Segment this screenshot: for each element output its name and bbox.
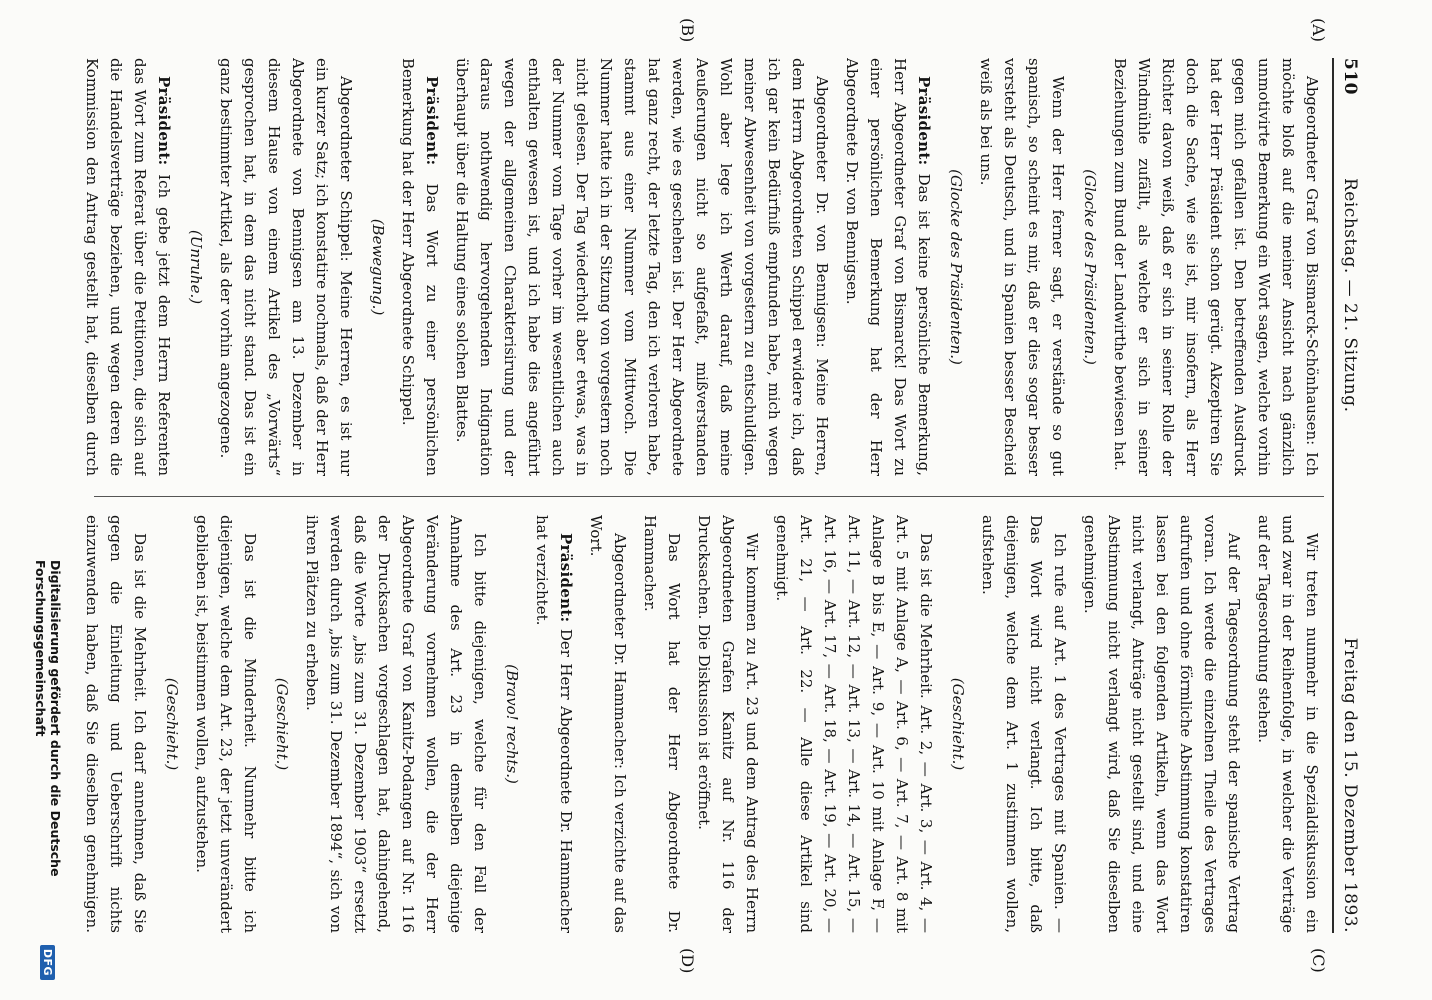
paragraph-text: Abgeordneter Graf von Bismarck-Schönhausen: Ich möchte bloß auf die meiner Ansicht nach gänzlich unmotivirte Bemerkung ein Wort sagen, welche vorhin gegen mich gefallen ist. Den betreffenden Ausdruck hat der Herr Präsident schon gerügt. Akzeptiren Sie doch die Sache, wie sie ist, mir insofern, als Herr Richter davon weiß, daß er sich in seiner Rolle der Windmühle zufällt, als welche er sich in seiner Beziehungen zum Bund der Landwirthe bewiesen hat. (1111, 58, 1321, 476)
stage-direction: (Geschieht.) (163, 677, 181, 771)
paragraph (300, 515, 492, 933)
stage-direction: (Geschieht.) (273, 677, 291, 771)
digitization-note: Digitalisierung gefördert durch die Deutsche Forschungsgemeinschaft (33, 560, 63, 877)
paragraph-text: Wenn der Herr ferner sagt, er verstände so gut spanisch, so scheint es mir, daß er dies sogar besser versteht als Deutsch, und in Spanien besser Bescheid weiß als bei uns. (977, 58, 1067, 476)
paragraph-text: Das Wort hat der Herr Abgeordnete Dr. Hammacher. (641, 515, 683, 933)
paragraph-text: Das ist die Mehrheit. Art. 2, — Art. 3, — Art. 4, — Art. 5 mit Anlage A, — Art. 6, — Art. 7, — Art. 8 mit Anlage B bis E, — Art. 9, — Art. 10 mit Anlage F, — Art. 11, — Art. 12, — Art. 13, — Art. 14, — Art. 15, — Art. 16, — Art. 17, — Art. 18, — Art. 19, — Art. 20, — Art. 21, — Art. 22. — Alle diese Artikel sind genehmigt. (773, 515, 935, 933)
paragraph-text: Wir kommen zu Art. 23 und dem Antrag des Herrn Abgeordneten Grafen Kanitz auf Nr. 116 der Drucksachen. Die Diskussion ist eröffnet. (695, 515, 761, 933)
running-head (1332, 58, 1368, 933)
paragraph-text: Abgeordneter Dr. von Bennigsen: Meine Herren, dem Herrn Abgeordneten Schippel erwidere ich, daß ich gar kein Bedürfniß empfunden habe, mich wegen meiner Abwesenheit von vorgestern zu entschuldigen. Wohl aber lege ich Werth darauf, daß meine Aeußerungen nicht so aufgefaßt, mißverstanden werden, wie es geschehen ist. Der Herr Abgeordnete hat ganz recht, der letzte Tag, den ich verloren habe, stammt aus einer Nummer vom Mittwoch. Die Nummer hatte ich in der Sitzung von vorgestern noch nicht gelesen. Der Tag wiederholt aber etwas, was in der Nummer vom Tage vorher im wesentlichen auch enthalten gewesen ist, und ich habe dies angeführt wegen der allgemeinen Charakterisirung und der daraus nothwendig hervorgehenden Indignation überhaupt über die Haltung eines solchen Blattes. (453, 58, 831, 476)
margin-marker-a: (A) (1309, 18, 1328, 43)
paragraph-text: Ich bitte diejenigen, welche für den Fall der Annahme des Art. 23 in demselben diejenige Veränderung vornehmen wollen, die der Herr Abgeordnete Graf von Kanitz-Podangen auf Nr. 116 der Drucksachen vorgeschlagen hat, dahingehend, daß die Worte „bis zum 31. Dezember 1903“ ersetzt werden durch „bis zum 31. Dezember 1894“, sich von ihren Plätzen zu erheben. (303, 515, 489, 933)
paragraph (450, 58, 834, 476)
margin-marker-c: (C) (1309, 948, 1328, 973)
paragraph-text: Der Herr Abgeordnete Dr. Hammacher hat verzichtet. (533, 515, 575, 933)
page-number: 510 (1340, 58, 1360, 95)
stage-direction: (Bewegung.) (369, 218, 387, 316)
margin-marker-b: (B) (678, 18, 697, 43)
right-column (76, 515, 1324, 933)
column-divider (94, 496, 1324, 497)
paragraph (1108, 58, 1324, 476)
stage-direction: (Geschieht.) (949, 677, 967, 771)
speaker-label: Präsident: (423, 76, 441, 166)
stage-direction: (Bravo! rechts.) (503, 664, 521, 784)
paragraph-text: Ich gebe jetzt dem Herrn Referenten das Wort zum Referat über die Petitionen, die sich auf die Handelsverträge beziehen, und wegen deren die Kommission den Antrag gestellt hat, dieselben durch (83, 58, 173, 476)
stage-direction: (Glocke des Präsidenten.) (1081, 169, 1099, 365)
paragraph (1078, 515, 1246, 933)
paragraph-text: Das ist die Minderheit. Nunmehr bitte ich diejenigen, welche dem Art. 23, der jetzt unverändert geblieben ist, beistimmen wollen, aufzustehen. (193, 515, 259, 933)
paragraph-text: Ich rufe auf Art. 1 des Vertrages mit Spanien. — Das Wort wird nicht verlangt. Ich bitte, daß diejenigen, welche dem Art. 1 zustimmen wollen, aufstehen. (979, 515, 1069, 933)
paragraph (214, 58, 358, 476)
paragraph (976, 515, 1072, 933)
paragraph (638, 515, 686, 933)
digitization-footer (33, 560, 63, 980)
session-date: Freitag den 15. Dezember 1893. (1340, 637, 1360, 933)
speaker-label: Präsident: (915, 76, 933, 166)
stage-direction: (Glocke des Präsidenten.) (947, 169, 965, 365)
margin-marker-d: (D) (678, 948, 697, 974)
paragraph-text: Wir treten nunmehr in die Spezialdiskussion ein und zwar in der Reihenfolge, in welcher die Verträge auf der Tagesordnung stehen. (1255, 515, 1321, 933)
paragraph-text: Das ist keine persönliche Bemerkung, Herr Abgeordneter Graf von Bismarck! Das Wort zu einer persönlichen Bemerkung hat der Herr Abgeordnete Dr. von Bennigsen. (843, 58, 933, 476)
paragraph (76, 515, 152, 933)
paragraph (396, 58, 444, 476)
paragraph (530, 515, 578, 933)
paragraph (840, 58, 936, 476)
paragraph (76, 58, 176, 476)
speaker-label: Präsident: (557, 533, 575, 623)
paragraph (584, 515, 632, 933)
paragraph (692, 515, 764, 933)
paragraph-text: Abgeordneter Schippel: Meine Herren, es ist nur ein kurzer Satz; ich konstatire nochmals, daß der Herr Abgeordnete von Bennigsen am 13. Dezember in diesem Hause von einem Artikel des „Vorwärts“ gesprochen hat, in dem das nicht stand. Das ist ein ganz bestimmter Artikel, als der vorhin angezogene. (217, 58, 355, 476)
paragraph (770, 515, 938, 933)
stage-direction: (Unruhe.) (187, 229, 205, 305)
session-title: Reichstag. — 21. Sitzung. (1340, 178, 1360, 413)
dfg-logo: DFG (41, 945, 56, 980)
paragraph-text: Abgeordneter Dr. Hammacher: Ich verzichte auf das Wort. (587, 515, 629, 933)
left-column (76, 58, 1324, 476)
paragraph (974, 58, 1070, 476)
paragraph (190, 515, 262, 933)
speaker-label: Präsident: (155, 76, 173, 166)
paragraph-text: Das Wort zu einer persönlichen Bemerkung hat der Herr Abgeordnete Schippel. (399, 58, 441, 476)
paragraph-text: Das ist die Mehrheit. Ich darf annehmen, daß Sie gegen die Einleitung und Ueberschrift nichts einzuwenden haben, daß Sie dieselben genehmigen. (83, 515, 149, 933)
paragraph-text: Auf der Tagesordnung steht der spanische Vertrag voran. Ich werde die einzelnen Theile des Vertrages aufrufen und ohne förmliche Abstimmung konstatiren lassen bei den folgenden Artikeln, wenn das Wort nicht verlangt, Anträge nicht gestellt sind, und eine Abstimmung nicht verlangt wird, daß Sie dieselben genehmigen. (1081, 515, 1243, 933)
paragraph (1252, 515, 1324, 933)
